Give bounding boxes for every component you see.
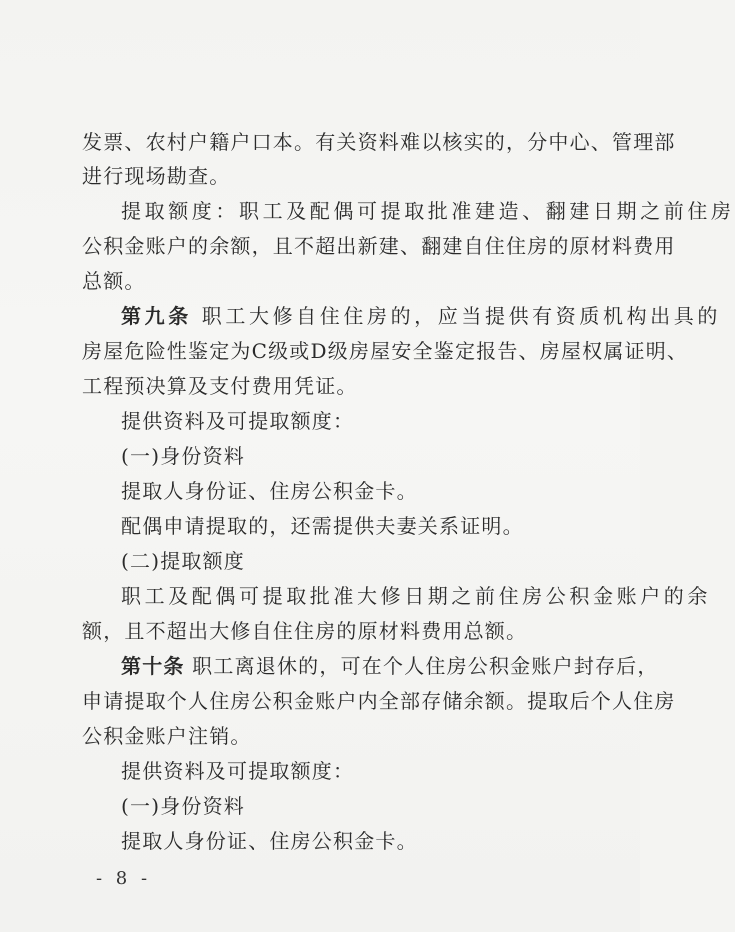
text-line-3: 提取额度：职工及配偶可提取批准建造、翻建日期之前住房 [121, 199, 735, 223]
text-line-20: (一)身份资料 [121, 794, 246, 818]
text-line-4: 公积金账户的余额，且不超出新建、翻建自住住房的原材料费用 [82, 234, 676, 258]
text-line-12: 配偶申请提取的，还需提供夫妻关系证明。 [121, 514, 524, 538]
article-10-line [121, 654, 659, 678]
text-line-8: 工程预决算及支付费用凭证。 [82, 374, 358, 398]
text-line-9: 提供资料及可提取额度： [121, 409, 355, 433]
text-line-11: 提取人身份证、住房公积金卡。 [121, 479, 418, 503]
article-9-text: 职工大修自住住房的，应当提供有资质机构出具的 [191, 304, 721, 328]
text-line-19: 提供资料及可提取额度： [121, 759, 355, 783]
text-line-13: (二)提取额度 [121, 549, 246, 573]
text-line-2: 进行现场勘查。 [82, 164, 231, 188]
text-line-15: 额，且不超出大修自住住房的原材料费用总额。 [82, 619, 528, 643]
article-10-title: 第十条 [121, 654, 185, 678]
text-line-10: (一)身份资料 [121, 444, 246, 468]
page-number: - 8 - [96, 868, 152, 889]
text-line-18: 公积金账户注销。 [82, 724, 252, 748]
text-line-21: 提取人身份证、住房公积金卡。 [121, 829, 418, 853]
article-9-title: 第九条 [121, 304, 192, 328]
text-line-1: 发票、农村户籍户口本。有关资料难以核实的，分中心、管理部 [82, 130, 676, 154]
text-line-7: 房屋危险性鉴定为C级或D级房屋安全鉴定报告、房屋权属证明、 [82, 339, 689, 363]
text-line-17: 申请提取个人住房公积金账户内全部存储余额。提取后个人住房 [82, 689, 676, 713]
text-line-5: 总额。 [82, 269, 146, 293]
text-line-14: 职工及配偶可提取批准大修日期之前住房公积金账户的余 [121, 584, 711, 608]
article-10-text: 职工离退休的，可在个人住房公积金账户封存后， [184, 654, 659, 678]
article-9-line [121, 304, 721, 328]
